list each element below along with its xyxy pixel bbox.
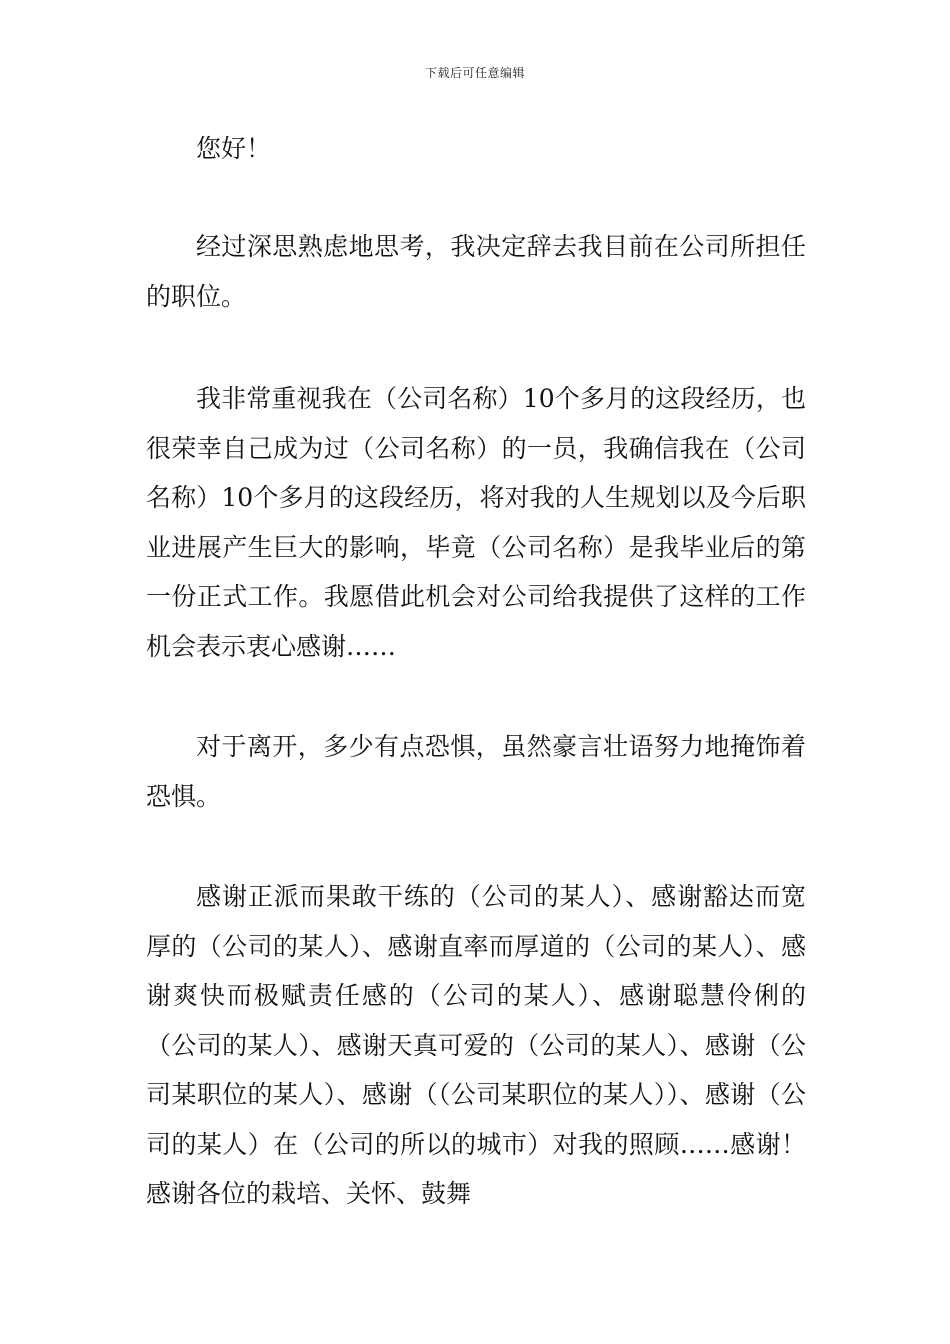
paragraph-resignation-decision: 经过深思熟虑地思考，我决定辞去我目前在公司所担任的职位。 — [146, 232, 806, 311]
paragraph-appreciation: 我非常重视我在（公司名称）10个多月的这段经历，也很荣幸自己成为过（公司名称）的一员，我确信我在（公司名称）10个多月的这段经历，将对我的人生规划以及今后职业进展产生巨大的影响，毕竟（公司名称）是我毕业后的第一份正式工作。我愿借此机会对公司给我提供了这样的工作机会表示衷心感谢…… — [146, 384, 806, 661]
paragraph-feelings: 对于离开，多少有点恐惧，虽然豪言壮语努力地掩饰着恐惧。 — [146, 732, 806, 811]
paragraph-thanks: 感谢正派而果敢干练的（公司的某人）、感谢豁达而宽厚的（公司的某人）、感谢直率而厚道的（公司的某人）、感谢爽快而极赋责任感的（公司的某人）、感谢聪慧伶俐的（公司的某人）、感谢天真可爱的（公司的某人）、感谢（公司某职位的某人）、感谢（（公司某职位的某人））、感谢（公司的某人）在（公司的所以的城市）对我的照顾……感谢！感谢各位的栽培、关怀、鼓舞 — [146, 882, 806, 1208]
page-header-note: 下载后可任意编辑 — [424, 66, 525, 80]
greeting: 您好！ — [196, 134, 272, 163]
